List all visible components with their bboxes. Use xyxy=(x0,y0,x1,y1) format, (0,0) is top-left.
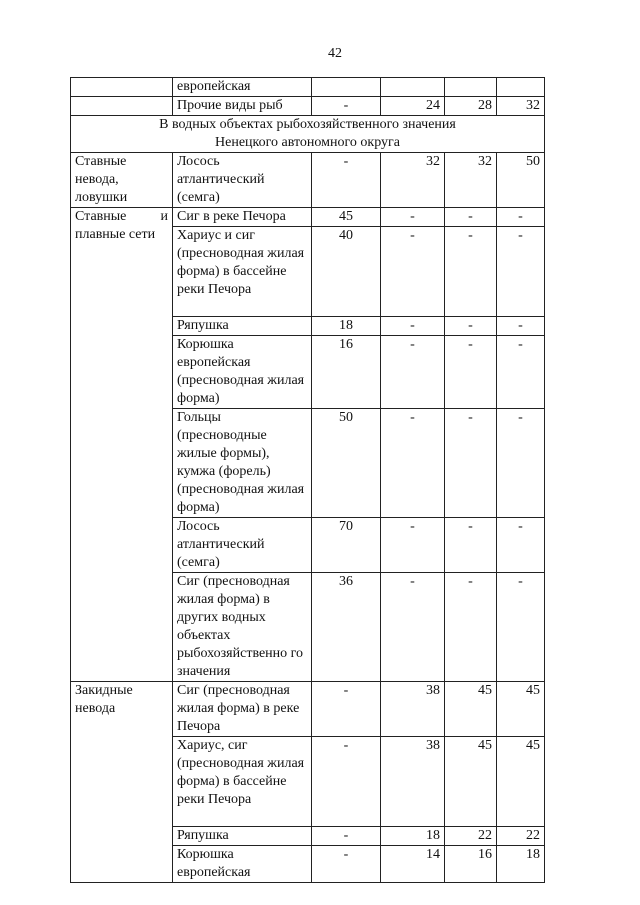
table-row xyxy=(71,682,545,737)
table-row xyxy=(71,153,545,208)
page-number: 42 xyxy=(328,46,342,61)
gear-cell xyxy=(71,208,173,682)
table-row xyxy=(71,97,545,116)
value-cell: 14 xyxy=(381,846,445,883)
species-cell: европейская xyxy=(173,78,312,97)
value-cell: 38 xyxy=(381,682,445,737)
gear-label-line-1 xyxy=(75,208,168,226)
catch-table xyxy=(70,77,545,883)
value-cell: 32 xyxy=(497,97,545,116)
value-cell: - xyxy=(497,227,545,317)
value-cell: - xyxy=(381,336,445,409)
value-cell: - xyxy=(497,518,545,573)
value-cell: 18 xyxy=(497,846,545,883)
value-cell: 16 xyxy=(445,846,497,883)
value-cell: 45 xyxy=(445,737,497,827)
value-cell: - xyxy=(497,573,545,682)
value-cell: 45 xyxy=(497,737,545,827)
value-cell: - xyxy=(497,336,545,409)
gear-cell: Ставные невода, ловушки xyxy=(71,153,173,208)
value-cell: - xyxy=(381,573,445,682)
species-cell: Хариус и сиг (пресноводная жилая форма) в бассейне реки Печора xyxy=(173,227,312,317)
table-row xyxy=(71,78,545,97)
value-cell: 45 xyxy=(445,682,497,737)
species-cell: Лосось атлантический (семга) xyxy=(173,153,312,208)
gear-cell: Закидные невода xyxy=(71,682,173,883)
gear-cell xyxy=(71,78,173,97)
value-cell: - xyxy=(312,97,381,116)
value-cell: 24 xyxy=(381,97,445,116)
value-cell: - xyxy=(381,208,445,227)
section-heading xyxy=(71,116,545,153)
value-cell: 18 xyxy=(381,827,445,846)
gear-label-line-2: плавные сети xyxy=(75,227,156,242)
value-cell: 16 xyxy=(312,336,381,409)
section-heading-row xyxy=(71,116,545,153)
value-cell: - xyxy=(445,409,497,518)
species-cell: Хариус, сиг (пресноводная жилая форма) в бассейне реки Печора xyxy=(173,737,312,827)
value-cell: 28 xyxy=(445,97,497,116)
value-cell: - xyxy=(497,208,545,227)
value-cell: 18 xyxy=(312,317,381,336)
species-cell: Сиг (пресноводная жилая форма) в реке Печора xyxy=(173,682,312,737)
value-cell: - xyxy=(312,682,381,737)
value-cell: 45 xyxy=(497,682,545,737)
value-cell: 45 xyxy=(312,208,381,227)
value-cell: - xyxy=(445,208,497,227)
value-cell: 40 xyxy=(312,227,381,317)
species-cell: Сиг (пресноводная жилая форма) в других водных объектах рыбохозяйственно го значения xyxy=(173,573,312,682)
species-cell: Гольцы (пресноводные жилые формы), кумжа (форель) (пресноводная жилая форма) xyxy=(173,409,312,518)
value-cell: 32 xyxy=(381,153,445,208)
gear-cell xyxy=(71,97,173,116)
value-cell: - xyxy=(497,317,545,336)
species-cell: Сиг в реке Печора xyxy=(173,208,312,227)
value-cell: - xyxy=(445,336,497,409)
value-cell: 32 xyxy=(445,153,497,208)
species-cell: Лосось атлантический (семга) xyxy=(173,518,312,573)
gear-label-part: Ставные xyxy=(75,209,127,224)
value-cell: - xyxy=(312,153,381,208)
gear-label-part: и xyxy=(160,209,168,224)
value-cell: 70 xyxy=(312,518,381,573)
species-cell: Прочие виды рыб xyxy=(173,97,312,116)
value-cell: - xyxy=(445,518,497,573)
value-cell: - xyxy=(445,573,497,682)
value-cell xyxy=(312,78,381,97)
section-heading-line-2: Ненецкого автономного округа xyxy=(215,135,400,150)
value-cell: - xyxy=(497,409,545,518)
value-cell: - xyxy=(312,737,381,827)
value-cell xyxy=(381,78,445,97)
value-cell: 36 xyxy=(312,573,381,682)
species-cell: Ряпушка xyxy=(173,827,312,846)
value-cell: - xyxy=(312,846,381,883)
value-cell: 50 xyxy=(497,153,545,208)
value-cell: 22 xyxy=(445,827,497,846)
value-cell xyxy=(497,78,545,97)
section-heading-line-1: В водных объектах рыбохозяйственного значения xyxy=(159,117,456,132)
value-cell: - xyxy=(445,317,497,336)
value-cell: 38 xyxy=(381,737,445,827)
value-cell: - xyxy=(445,227,497,317)
species-cell: Корюшка европейская (пресноводная жилая форма) xyxy=(173,336,312,409)
species-cell: Ряпушка xyxy=(173,317,312,336)
value-cell: - xyxy=(312,827,381,846)
value-cell xyxy=(445,78,497,97)
species-cell: Корюшка европейская xyxy=(173,846,312,883)
value-cell: - xyxy=(381,227,445,317)
value-cell: - xyxy=(381,518,445,573)
table-row xyxy=(71,208,545,227)
value-cell: 22 xyxy=(497,827,545,846)
value-cell: 50 xyxy=(312,409,381,518)
value-cell: - xyxy=(381,317,445,336)
value-cell: - xyxy=(381,409,445,518)
